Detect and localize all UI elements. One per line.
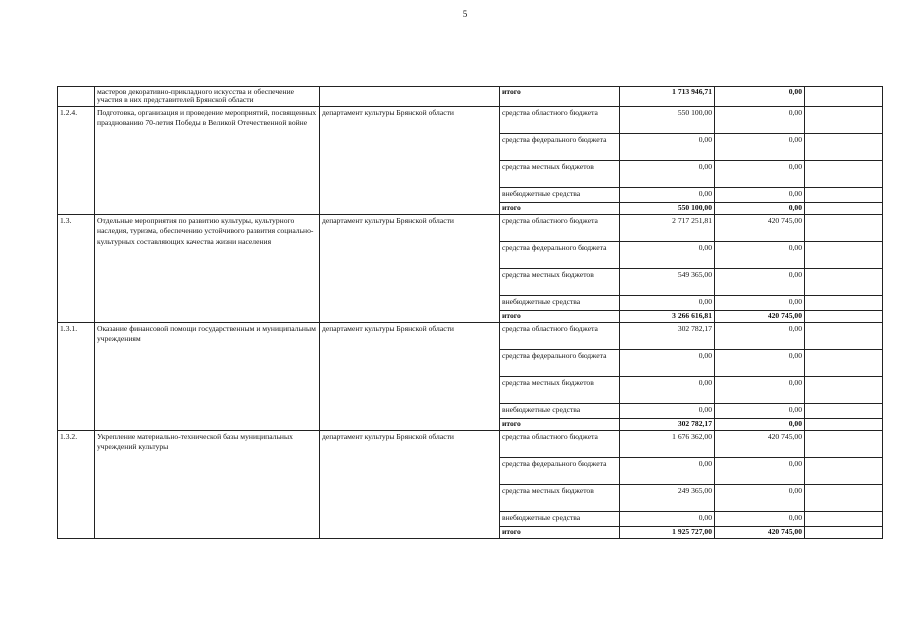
empty-cell: [805, 526, 883, 538]
row-activity-name: мастеров декоративно-прикладного искусства и обеспечение участия в них представителей Брянской области: [95, 87, 320, 107]
amount-value: 420 745,00: [715, 430, 805, 457]
amount-value: 0,00: [620, 187, 715, 202]
amount-value: 302 782,17: [620, 418, 715, 430]
amount-value: 0,00: [715, 403, 805, 418]
amount-value: 0,00: [715, 268, 805, 295]
row-activity-name: Оказание финансовой помощи государственным и муниципальным учреждениям: [95, 322, 320, 430]
funding-source: средства местных бюджетов: [500, 268, 620, 295]
amount-value: 0,00: [620, 160, 715, 187]
amount-value: 0,00: [715, 457, 805, 484]
amount-value: 302 782,17: [620, 322, 715, 349]
amount-value: 420 745,00: [715, 526, 805, 538]
amount-value: 0,00: [715, 322, 805, 349]
amount-value: 0,00: [715, 418, 805, 430]
total-label: итого: [500, 310, 620, 322]
funding-source: средства областного бюджета: [500, 214, 620, 241]
amount-value: 0,00: [620, 349, 715, 376]
budget-table: [57, 86, 883, 539]
row-executor: департамент культуры Брянской области: [320, 106, 500, 214]
empty-cell: [805, 133, 883, 160]
row-activity-name: Подготовка, организация и проведение мероприятий, посвященных празднованию 70-летия Победы в Великой Отечественной войне: [95, 106, 320, 214]
amount-value: 0,00: [715, 160, 805, 187]
empty-cell: [805, 418, 883, 430]
table-row: [58, 430, 883, 457]
row-executor: [320, 87, 500, 107]
amount-value: 0,00: [715, 511, 805, 526]
empty-cell: [805, 202, 883, 214]
empty-cell: [805, 457, 883, 484]
empty-cell: [805, 376, 883, 403]
amount-value: 420 745,00: [715, 310, 805, 322]
funding-source: средства областного бюджета: [500, 322, 620, 349]
row-code: 1.2.4.: [58, 106, 95, 214]
amount-value: 0,00: [620, 241, 715, 268]
funding-source: средства местных бюджетов: [500, 376, 620, 403]
amount-value: 1 713 946,71: [620, 87, 715, 107]
funding-source: средства федерального бюджета: [500, 349, 620, 376]
empty-cell: [805, 214, 883, 241]
row-code: 1.3.2.: [58, 430, 95, 538]
row-code: 1.3.1.: [58, 322, 95, 430]
amount-value: 0,00: [620, 511, 715, 526]
amount-value: 549 365,00: [620, 268, 715, 295]
empty-cell: [805, 403, 883, 418]
empty-cell: [805, 87, 883, 107]
funding-source: средства федерального бюджета: [500, 457, 620, 484]
empty-cell: [805, 322, 883, 349]
empty-cell: [805, 310, 883, 322]
row-activity-name: Укрепление материально-технической базы муниципальных учреждений культуры: [95, 430, 320, 538]
amount-value: 1 925 727,00: [620, 526, 715, 538]
table-row: [58, 106, 883, 133]
funding-source: средства областного бюджета: [500, 430, 620, 457]
empty-cell: [805, 349, 883, 376]
amount-value: 550 100,00: [620, 106, 715, 133]
total-label: итого: [500, 202, 620, 214]
amount-value: 0,00: [715, 106, 805, 133]
amount-value: 2 717 251,81: [620, 214, 715, 241]
table-row: [58, 214, 883, 241]
empty-cell: [805, 187, 883, 202]
amount-value: 0,00: [715, 202, 805, 214]
amount-value: 1 676 362,00: [620, 430, 715, 457]
total-label: итого: [500, 526, 620, 538]
funding-source: внебюджетные средства: [500, 403, 620, 418]
row-executor: департамент культуры Брянской области: [320, 214, 500, 322]
amount-value: 0,00: [715, 376, 805, 403]
funding-source: средства местных бюджетов: [500, 484, 620, 511]
amount-value: 3 266 616,81: [620, 310, 715, 322]
table-row: [58, 322, 883, 349]
amount-value: 0,00: [620, 295, 715, 310]
amount-value: 420 745,00: [715, 214, 805, 241]
amount-value: 0,00: [715, 133, 805, 160]
amount-value: 0,00: [715, 484, 805, 511]
page-number: 5: [462, 9, 468, 19]
table-row: [58, 87, 883, 107]
row-activity-name: Отдельные мероприятия по развитию культуры, культурного наследия, туризма, обеспечению устойчивого развития социально-культурных составляющих качества жизни населения: [95, 214, 320, 322]
amount-value: 0,00: [620, 133, 715, 160]
empty-cell: [805, 484, 883, 511]
row-executor: департамент культуры Брянской области: [320, 322, 500, 430]
amount-value: 0,00: [715, 349, 805, 376]
funding-source: средства федерального бюджета: [500, 133, 620, 160]
funding-source: внебюджетные средства: [500, 295, 620, 310]
row-code: 1.3.: [58, 214, 95, 322]
funding-source: средства федерального бюджета: [500, 241, 620, 268]
total-label: итого: [500, 87, 620, 107]
empty-cell: [805, 106, 883, 133]
empty-cell: [805, 160, 883, 187]
amount-value: 0,00: [715, 187, 805, 202]
total-label: итого: [500, 418, 620, 430]
amount-value: 0,00: [715, 295, 805, 310]
funding-source: внебюджетные средства: [500, 187, 620, 202]
amount-value: 249 365,00: [620, 484, 715, 511]
row-code: [58, 87, 95, 107]
empty-cell: [805, 241, 883, 268]
funding-source: средства местных бюджетов: [500, 160, 620, 187]
amount-value: 550 100,00: [620, 202, 715, 214]
amount-value: 0,00: [715, 87, 805, 107]
amount-value: 0,00: [620, 403, 715, 418]
empty-cell: [805, 268, 883, 295]
row-executor: департамент культуры Брянской области: [320, 430, 500, 538]
empty-cell: [805, 511, 883, 526]
amount-value: 0,00: [620, 376, 715, 403]
amount-value: 0,00: [715, 241, 805, 268]
empty-cell: [805, 295, 883, 310]
funding-source: средства областного бюджета: [500, 106, 620, 133]
empty-cell: [805, 430, 883, 457]
amount-value: 0,00: [620, 457, 715, 484]
funding-source: внебюджетные средства: [500, 511, 620, 526]
